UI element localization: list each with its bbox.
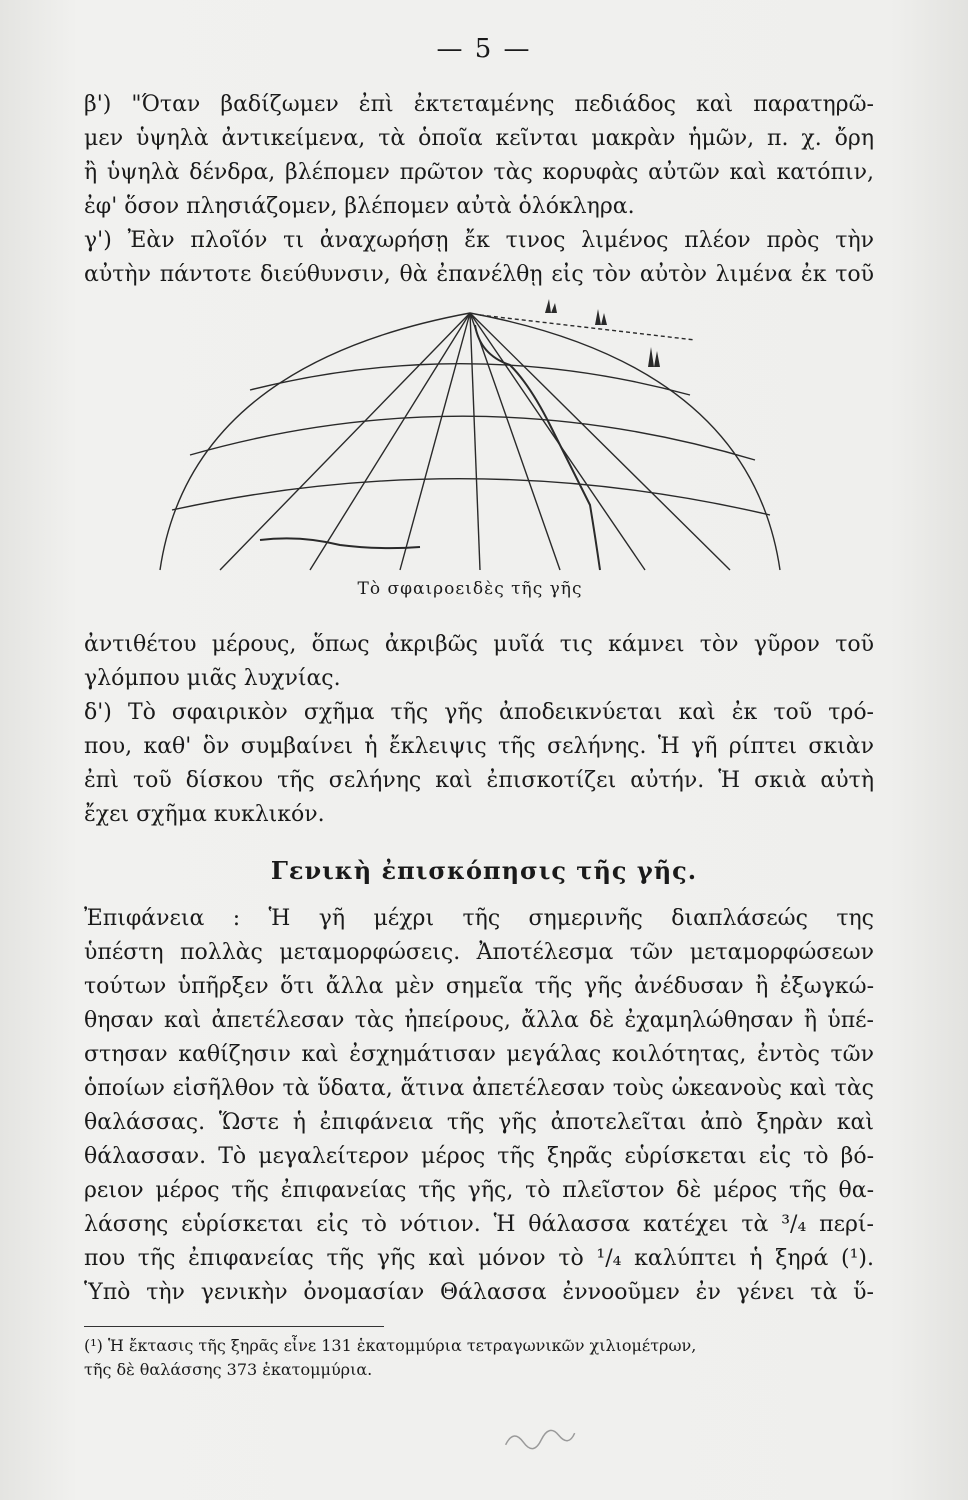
text-line: γ') Ἐὰν πλοῖόν τι ἀναχωρήσῃ ἔκ τινος λιμένος πλέον πρὸς τὴν [84, 228, 874, 253]
paragraph-1 [84, 88, 874, 292]
text-line: ἢ ὑψηλὰ δένδρα, βλέπομεν πρῶτον τὰς κορυφὰς αὐτῶν καὶ κατόπιν, [84, 160, 874, 185]
earth-sphere-illustration [150, 295, 790, 580]
text-line: β') "Όταν βαδίζωμεν ἐπὶ ἐκτεταμένης πεδιάδος καὶ παρατηρῶ- [84, 92, 874, 117]
text-line: ρειον μέρος τῆς ἐπιφανείας τῆς γῆς, τὸ πλεῖστον δὲ μέρος τῆς θα- [84, 1178, 874, 1203]
ship-icons [545, 299, 660, 367]
text-line: λάσσης εὑρίσκεται εἰς τὸ νότιον. Ἡ θάλασσα κατέχει τὰ ³/₄ περί- [84, 1212, 874, 1237]
text-line: ἀντιθέτου μέρους, ὅπως ἀκριβῶς μυῖά τις κάμνει τὸν γῦρον τοῦ [84, 632, 874, 657]
text-line: ἐπὶ τοῦ δίσκου τῆς σελήνης καὶ ἐπισκοτίζει αὐτήν. Ἡ σκιὰ αὐτὴ [84, 768, 874, 793]
figure-caption: Τὸ σφαιροειδὲς τῆς γῆς [357, 579, 583, 599]
earth-sphere-figure [150, 295, 790, 600]
footnote-divider [84, 1326, 384, 1327]
text-line: τούτων ὑπῆρξεν ὅτι ἄλλα μὲν σημεῖα τῆς γῆς ἀνέδυσαν ἢ ἐξωγκώ- [84, 974, 874, 999]
section-heading: Γενικὴ ἐπισκόπησις τῆς γῆς. [270, 856, 698, 885]
footnote-line: (¹) Ἡ ἔκτασις τῆς ξηρᾶς εἶνε 131 ἑκατομμύρια τετραγωνικῶν χιλιομέτρων, [84, 1336, 697, 1355]
text-line: ὁποίων εἰσῆλθον τὰ ὕδατα, ἅτινα ἀπετέλεσαν τοὺς ὠκεανοὺς καὶ τὰς [84, 1076, 874, 1101]
text-line: μεν ὑψηλὰ ἀντικείμενα, τὰ ὁποῖα κεῖνται μακρὰν ἡμῶν, π. χ. ὄρη [84, 126, 874, 151]
text-line: ἔχει σχῆμα κυκλικόν. [84, 802, 325, 827]
text-line: θησαν καὶ ἀπετέλεσαν τὰς ἠπείρους, ἄλλα δὲ ἐχαμηλώθησαν ἢ ὑπέ- [84, 1008, 874, 1033]
text-line: αὐτὴν πάντοτε διεύθυνσιν, θὰ ἐπανέλθῃ εἰς τὸν αὐτὸν λιμένα ἐκ τοῦ [84, 262, 874, 287]
handwritten-scribble [498, 1415, 581, 1456]
text-line: θάλασσαν. Τὸ μεγαλείτερον μέρος τῆς ξηρᾶς εὑρίσκεται εἰς τὸ βό- [84, 1144, 874, 1169]
text-line: ὑπέστη πολλὰς μεταμορφώσεις. Ἀποτέλεσμα τῶν μεταμορφώσεων [84, 940, 874, 965]
text-line: στησαν καθίζησιν καὶ ἐσχημάτισαν μεγάλας κοιλότητας, ἐντὸς τῶν [84, 1042, 874, 1067]
text-line: Ἐπιφάνεια : Ἡ γῆ μέχρι τῆς σημερινῆς διαπλάσεώς της [84, 906, 874, 931]
footnote [84, 1334, 844, 1382]
paragraph-3 [84, 902, 874, 1310]
handwritten-mark [498, 1415, 582, 1462]
footnote-line: τῆς δὲ θαλάσσης 373 ἑκατομμύρια. [84, 1360, 373, 1379]
text-line: που, καθ' ὃν συμβαίνει ἡ ἔκλειψις τῆς σελήνης. Ἡ γῆ ρίπτει σκιὰν [84, 734, 874, 759]
paragraph-2 [84, 628, 874, 832]
text-line: Ὑπὸ τὴν γενικὴν ὀνομασίαν Θάλασσα ἐννοοῦμεν ἐν γένει τὰ ὕ- [84, 1280, 874, 1305]
text-line: δ') Τὸ σφαιρικὸν σχῆμα τῆς γῆς ἀποδεικνύεται καὶ ἐκ τοῦ τρό- [84, 700, 874, 725]
page-number: — 5 — [436, 34, 532, 64]
text-line: θαλάσσας. Ὥστε ἡ ἐπιφάνεια τῆς γῆς ἀποτελεῖται ἀπὸ ξηρὰν καὶ [84, 1110, 874, 1135]
text-line: ἐφ' ὅσον πλησιάζομεν, βλέπομεν αὐτὰ ὁλόκληρα. [84, 194, 635, 219]
text-line: γλόμπου μιᾶς λυχνίας. [84, 666, 341, 691]
text-line: που τῆς ἐπιφανείας τῆς γῆς καὶ μόνον τὸ ¹/₄ καλύπτει ἡ ξηρά (¹). [84, 1246, 874, 1271]
